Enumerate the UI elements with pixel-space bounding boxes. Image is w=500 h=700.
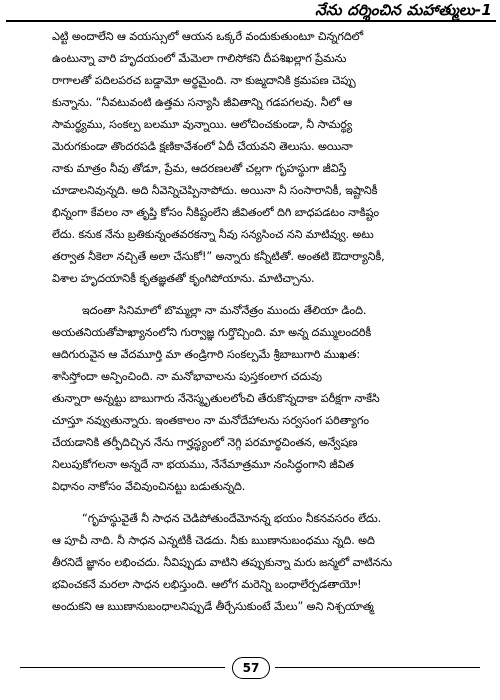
text-line: నిలుపుకోగలనా అన్నదే నా భయము, నేనేమాత్రమూ నంసిద్ధంగాని జీవిత xyxy=(52,458,354,471)
text-line: చూస్తూ నవ్వుతున్నారు. ఇంతకాలం నా మనోదేహాలను సర్వసంగ పరిత్యాగం xyxy=(52,414,369,427)
text-line: భవించకనే మరలా సాధన లభిస్తుంది. ఆలోగ మరెన్ని బంధాలేర్పడతాయో! xyxy=(52,578,362,591)
page-number: 57 xyxy=(232,657,270,679)
text-line: విధానం నాకోసం వేచివుంచినట్టు బడుతున్నది. xyxy=(52,480,246,493)
paragraph-1 xyxy=(52,26,488,290)
paragraph-gap xyxy=(52,498,488,508)
running-title: నేను దర్శించిన మహాత్ములు-1 xyxy=(315,1,492,19)
text-line: మెరుగకుండా తొందరపడి క్షణికావేశంలో ఏదీ చేయవని తెలుసు. అయినా xyxy=(52,140,353,153)
text-line: విశాల హృదయానికీ కృతజ్ఞతతో కృంగిపోయాను. మాటిచ్చాను. xyxy=(52,272,315,285)
text-line: శాసిస్తోందా అన్పించింది. నా మనోభావాలను పుస్తకంలాగ చదువు xyxy=(52,370,322,383)
text-line: చూడాలనివున్నది. అది నీవెన్నిచెప్పినాపోదు. అయినా నీ సంసారానికీ, ఇష్టానికీ xyxy=(52,184,378,197)
text-line: అందుకని ఆ ఋణానుబంధాలనిప్పుడే తీర్చేసుకుంటే మేలు” అని నిశ్చయాత్మ xyxy=(52,600,374,613)
text-line: ఎట్టి అందాలేని ఆ వయస్సులో ఆయన ఒక్కరే వందుకుతుంటూ చిన్నగదిలో xyxy=(52,30,364,43)
footer-rule-right xyxy=(275,667,480,668)
page-footer xyxy=(0,655,500,681)
text-line: కున్నాను. “నీవటువంటి ఉత్తమ సన్యాసి జీవితాన్ని గడపగలవు. నీలో ఆ xyxy=(52,96,353,109)
text-line: సామర్థ్యము, సంకల్ప బలమూ వున్నాయి. ఆలోచించకుండా, నీ సామర్థ్య xyxy=(52,118,353,131)
text-line: “గృహస్థువైతే నీ సాధన చెడిపోతుందేమోనన్న భయం నీకనవసరం లేదు. xyxy=(82,512,382,525)
page-header xyxy=(0,0,500,22)
text-line: చేయడానికి తర్ఫీదిచ్చిన నేను గార్హస్థ్యంలో నెగ్గి పరమార్థచింతన, అన్వేషణ xyxy=(52,436,358,449)
paragraph-gap xyxy=(52,290,488,300)
text-line: భిన్నంగా కేవలం నా తృప్తి కోసం నీకిష్టంలేని జీవితంలో దిగి బాధపడటం నాకిష్టం xyxy=(52,206,379,219)
text-line: ఇదంతా సినిమాలో బొమ్మల్లా నా మనోనేత్రం ముందు తేలియా డింది. xyxy=(82,304,367,317)
text-line: ఉంటున్నా వారి హృదయంలో మేమెలా గాలిసోకని దీపశిఖల్లాగ ప్రేమను xyxy=(52,52,347,65)
text-line: ఆ పూచీ నాది. నీ సాధన ఎన్నటికీ చెడదు. నీకు ఋణానుబంధము న్నది. అది xyxy=(52,534,375,547)
text-line: నాకు మాత్రం నీవు తోడూ, ప్రేమ, ఆదరణలతో చల్లగా గృహస్థుగా జీవిస్తే xyxy=(52,162,347,175)
text-line: లేదు. కనుక నేను బ్రతికున్నంతవరకన్నా నీవు సన్యసించ నని మాటివ్వు. అటు xyxy=(52,228,374,241)
text-line: తీరనిదే జ్ఞానం లభించదు. నీవిప్పుడు వాటిని తప్పుకున్నా మరు జన్మలో వాటినను xyxy=(52,556,393,569)
paragraph-2 xyxy=(52,300,488,498)
text-line: ఆదిగురువైన ఆ వేదమూర్తి మా తండ్రిగారి సంకల్పమే శ్రీబాబుగారి ముఖత: xyxy=(52,348,360,361)
text-line: తున్నారా అన్నట్టు బాబుగారు నేనెస్మృతులలోంచి తేరుకొన్నదాకా పరీక్షగా నాకేసి xyxy=(52,392,380,405)
text-line: రాగాలతో పదిలపరచ బడ్డామో అర్థమైంది. నా కుఙ్మదానికి క్రమపణ చెప్పు xyxy=(52,74,356,87)
text-line: అయతనియతోపాఖ్యానంలోని గుర్వాజ్ఞ గుర్తొచ్చింది. మా అన్న దమ్ములందరికీ xyxy=(52,326,372,339)
header-rule xyxy=(6,20,496,22)
footer-rule-left xyxy=(20,667,225,668)
text-line: తర్వాత నీకెలా నచ్చితే అలా చేసుకో!” అన్నారు కన్నీటితో. అంతటి ఔదార్యానికీ, xyxy=(52,250,385,263)
body-text xyxy=(52,26,488,618)
paragraph-3 xyxy=(52,508,488,618)
